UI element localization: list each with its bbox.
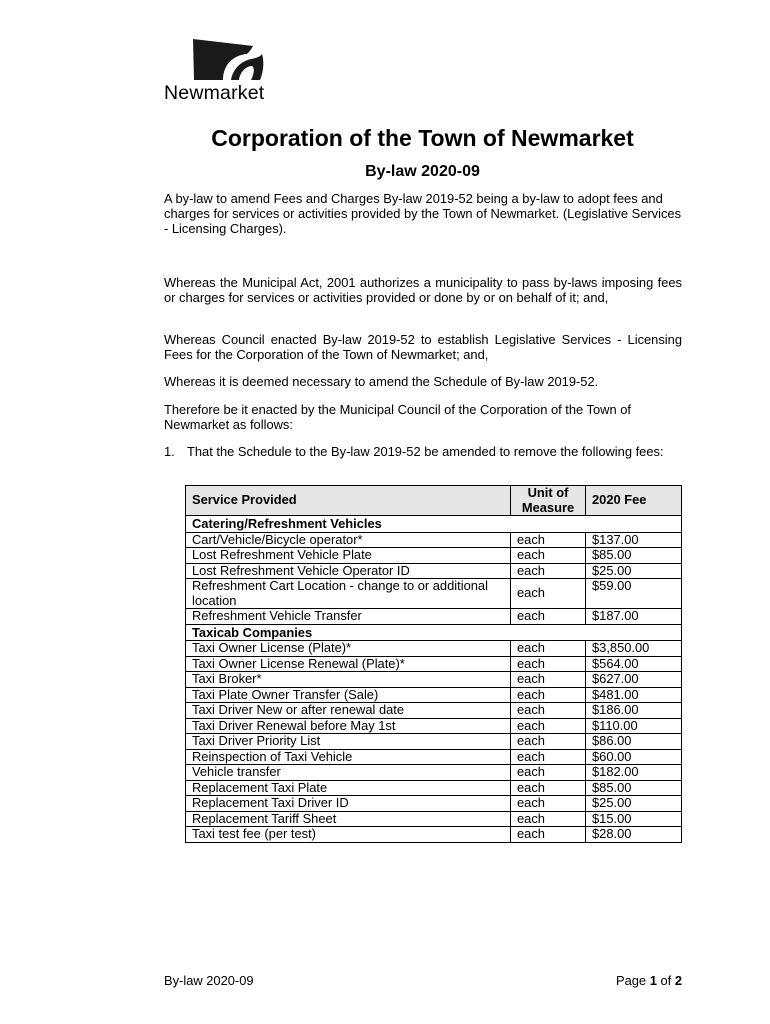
unit-cell: each [511,749,586,765]
fee-cell: $59.00 [586,579,682,609]
unit-cell: each [511,609,586,625]
service-cell: Lost Refreshment Vehicle Plate [186,548,511,564]
page-prefix: Page [616,973,647,988]
table-row [186,703,682,719]
service-cell: Taxi Driver Renewal before May 1st [186,718,511,734]
fee-cell: $137.00 [586,532,682,548]
clause-number: 1. [164,444,175,459]
section-heading: Catering/Refreshment Vehicles [186,516,682,533]
service-cell: Taxi Plate Owner Transfer (Sale) [186,687,511,703]
table-row [186,532,682,548]
logo-wordmark: Newmarket [164,82,265,104]
unit-cell: each [511,718,586,734]
unit-cell: each [511,579,586,609]
service-cell: Replacement Taxi Driver ID [186,796,511,812]
fee-cell: $3,850.00 [586,641,682,657]
fees-table [185,485,682,843]
table-row [186,579,682,609]
fee-cell: $86.00 [586,734,682,750]
column-header-fee: 2020 Fee [586,486,682,516]
service-cell: Reinspection of Taxi Vehicle [186,749,511,765]
unit-cell: each [511,687,586,703]
service-cell: Taxi Driver Priority List [186,734,511,750]
table-row [186,780,682,796]
fee-cell: $627.00 [586,672,682,688]
fee-cell: $481.00 [586,687,682,703]
table-row [186,811,682,827]
fee-cell: $85.00 [586,780,682,796]
section-heading: Taxicab Companies [186,624,682,641]
service-cell: Taxi Broker* [186,672,511,688]
whereas-paragraph: Whereas the Municipal Act, 2001 authorizes a municipality to pass by-laws imposing fees or charges for services or activities provided or done by or on behalf of it; and, [164,275,682,305]
table-row [186,718,682,734]
newmarket-logo-icon [190,38,266,82]
table-row [186,734,682,750]
service-cell: Taxi Driver New or after renewal date [186,703,511,719]
table-row [186,827,682,843]
unit-cell: each [511,672,586,688]
table-row [186,765,682,781]
table-row [186,656,682,672]
intro-paragraph: A by-law to amend Fees and Charges By-law 2019-52 being a by-law to adopt fees and charges for services or activities provided by the Town of Newmarket. (Legislative Services - Licensing Charges). [164,191,682,236]
fee-cell: $60.00 [586,749,682,765]
table-row [186,687,682,703]
service-cell: Cart/Vehicle/Bicycle operator* [186,532,511,548]
table-row [186,796,682,812]
unit-cell: each [511,827,586,843]
service-cell: Taxi Owner License Renewal (Plate)* [186,656,511,672]
whereas-paragraph: Whereas Council enacted By-law 2019-52 to establish Legislative Services - Licensing Fees for the Corporation of the Town of Newmarket; and, [164,332,682,362]
column-header-service: Service Provided [186,486,511,516]
page-indicator [616,973,682,988]
fee-cell: $85.00 [586,548,682,564]
unit-cell: each [511,765,586,781]
table-row [186,563,682,579]
unit-cell: each [511,641,586,657]
table-row [186,672,682,688]
fee-cell: $25.00 [586,563,682,579]
document-title: Corporation of the Town of Newmarket [211,125,634,151]
unit-cell: each [511,703,586,719]
whereas-paragraph: Whereas it is deemed necessary to amend the Schedule of By-law 2019-52. [164,374,599,389]
fee-cell: $28.00 [586,827,682,843]
fee-cell: $25.00 [586,796,682,812]
page-total: 2 [674,973,682,988]
footer-bylaw-label: By-law 2020-09 [164,973,254,988]
bylaw-number: By-law 2020-09 [365,163,480,180]
table-row [186,749,682,765]
service-cell: Taxi test fee (per test) [186,827,511,843]
unit-cell: each [511,780,586,796]
fee-cell: $187.00 [586,609,682,625]
column-header-unit: Unit of Measure [511,486,586,516]
fee-cell: $186.00 [586,703,682,719]
section-heading-row [186,516,682,533]
unit-cell: each [511,656,586,672]
town-logo [164,38,286,104]
unit-cell: each [511,734,586,750]
service-cell: Lost Refreshment Vehicle Operator ID [186,563,511,579]
service-cell: Taxi Owner License (Plate)* [186,641,511,657]
section-heading-row [186,624,682,641]
table-row [186,609,682,625]
service-cell: Vehicle transfer [186,765,511,781]
unit-cell: each [511,563,586,579]
fee-cell: $110.00 [586,718,682,734]
table-row [186,641,682,657]
service-cell: Replacement Taxi Plate [186,780,511,796]
page-of: of [660,973,672,988]
table-header-row [186,486,682,516]
unit-cell: each [511,532,586,548]
unit-cell: each [511,811,586,827]
clause-text: That the Schedule to the By-law 2019-52 be amended to remove the following fees: [187,444,664,459]
table-row [186,548,682,564]
enactment-paragraph: Therefore be it enacted by the Municipal Council of the Corporation of the Town of Newmarket as follows: [164,402,631,432]
service-cell: Replacement Tariff Sheet [186,811,511,827]
page-current: 1 [649,973,657,988]
fee-cell: $182.00 [586,765,682,781]
fee-cell: $564.00 [586,656,682,672]
unit-cell: each [511,796,586,812]
fee-cell: $15.00 [586,811,682,827]
service-cell: Refreshment Cart Location - change to or additional location [186,579,511,609]
service-cell: Refreshment Vehicle Transfer [186,609,511,625]
unit-cell: each [511,548,586,564]
